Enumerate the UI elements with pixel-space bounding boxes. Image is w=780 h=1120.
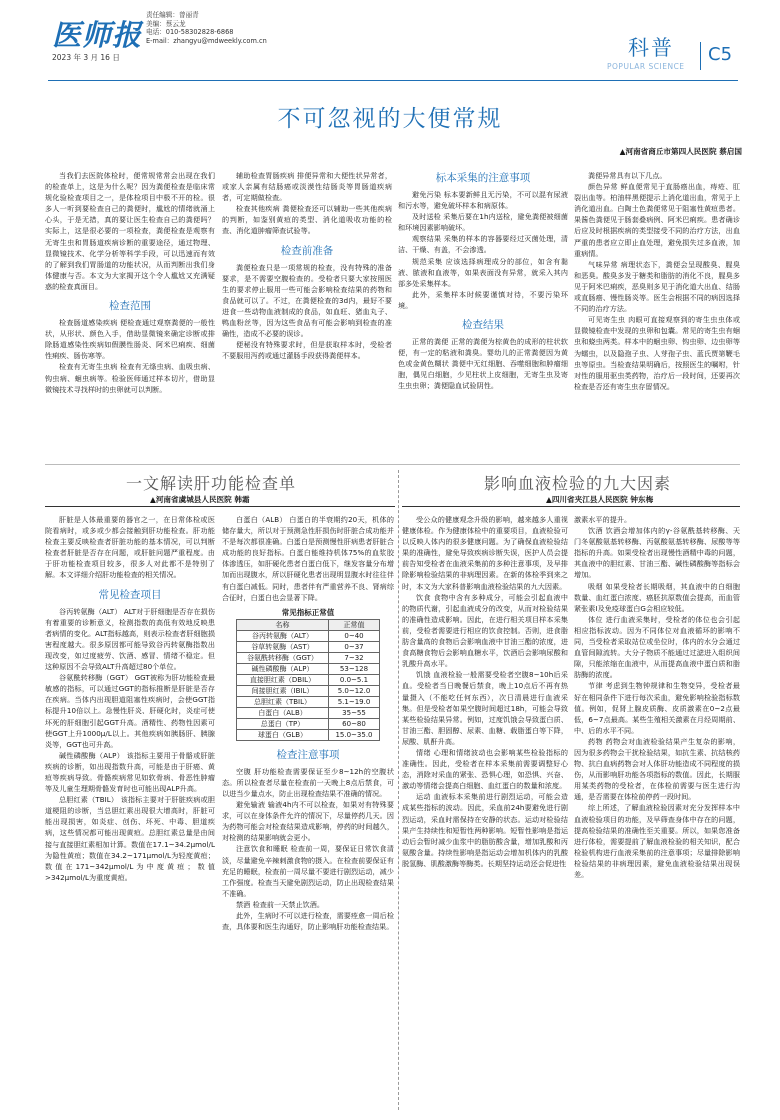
paragraph: 情绪 心理和情绪波动也会影响某些检验指标的准确性。因此，受检者在样本采集前需要调整好心态，消除对采血的紧张、恐惧心理，如恐惧、兴奋、激动等情绪会提高白细胞、血红蛋白的数量和浓度。 [402,747,568,791]
paragraph: 饮酒 饮酒会增加体内的γ-谷氨酰基转移酶、天门冬氨酸氨基转移酶、丙氨酸氨基转移酶、尿酸等等指标的升高。如果受检者出现慢性酒精中毒的问题，其血液中的胆红素、甘油三酯、碱性磷酸酶等指标会增加。 [574,526,740,580]
header-name: 名称 [237,619,329,630]
paragraph: 粪便异常具有以下几点。 [588,171,667,180]
normal-values-table [236,607,380,741]
masthead-rule [48,80,738,81]
paragraph: 饥饿 血液检验一般需要受检者空腹8~10h后采血。受检者当日晚餐后禁食，晚上10点后不再有热量摄入（不能吃任何东西），次日清晨进行血液采集。但是受检者如果空腹时间超过18h，可能会导致某些检验结果异常。例如，过度饥饿会导致蛋白质、甘油三酯、胆固醇、尿素、血糖、载脂蛋白等下降，尿酸、肌酐升高。 [402,670,568,746]
paragraph: 综上所述，了解血液检验因素对充分发挥样本中血液检验项目的功能，及早筛查身体中存在的问题，提高检验结果的准确性至关重要。所以，如果您准备进行体检，需要提前了解血液检验的相关知识，配合检验机构进行血液采集前的注意事项；尽量排除影响检验结果的非病理因素，避免血液检验结果出现误差。 [574,803,740,879]
heading-scope: 检查范围 [109,300,151,313]
paragraph: 体位 进行血液采集时，受检者的体位也会引起相应指标波动。因为不同体位对血液循环的影响不同，当受检者采取站位或坐位时，体内的水分会通过血管间隙流转。大分子物质不能通过过滤进入组织间隙，只能浓缩在血液中，从而提高血液中蛋白质和脂肪酶的浓度。 [574,614,740,680]
article3-col1 [402,514,568,869]
article2-col1 [45,514,215,883]
cell-value: 7~32 [329,652,380,663]
article1-intro: 当我们去医院体检时，便常规常常会出现在我们的检查单上，这是为什么呢？因为粪便检查是临床常规化验检查项目之一，是体检项目中极不开的检。很多人一听到要检查自己的粪便时，尴尬的情绪就涌上心头，于是无措，真的要让医生检查自己的粪便吗？实际上，这是很必要的一项检查，粪便检查是观察有无寄生虫和胃肠道疾病诊断的重要途径，通过物理、显微镜技术、化学分析等科学手段，可以迅速而有效的了解到我们胃肠道的功能状况，从而判断出我们身体健康与否。本文为大家揭开这个令人尴尬又充满疑惑的检查真面目。 [45,171,215,291]
article1-col3 [398,170,568,392]
paragraph: 空腹 肝功能检查需要保证至少8~12h的空腹状态。所以检查者尽量在检查前一天晚上8点后禁食，可以进当少量点水，防止出现检查结果不准确的情况。 [222,766,394,798]
header-value: 正常值 [329,619,380,630]
table [236,619,380,741]
paragraph: 粪便检查只是一项常规的检查，没有特殊的准备要求，是不需要空腹检查的。受检者只要大家按照医生的要求停止服用一些可能会影响检查结果的药物和食品就可以了。不过，在粪便检查的3d内，最好不要进食一些动物血液制成的食品，如血旺、猪血丸子、鸭血粉丝等，因为这些食品有可能会影响到检查的准确性，造成不必要的误诊。 [222,262,392,339]
paragraph: 激素水平的提升。 [574,515,632,524]
cell-value: 5.0~12.0 [329,685,380,696]
cell-name: 谷草转氨酶（AST） [237,641,329,652]
article2-title: 一文解读肝功能检查单 [126,474,297,493]
table-row [237,652,380,663]
section-name: 科普 [628,36,674,60]
cell-value: 0~40 [329,630,380,641]
paragraph: 检查有无寄生虫病 检查有无绦虫病、血吸虫病、钩虫病、蛔虫病等。检验医师通过样本切片，借助显微镜技术寻找样时的虫卵就可以判断。 [45,362,215,394]
paragraph: 检查肠道感染疾病 便检查通过观察粪便的一般性状，从形状、颜色入手，借助显微镜来确定诊断或排除肠道感染性疾病如假膜性肠炎、阿米巴痢疾、细菌性痢疾、肠伤寒等。 [45,318,215,361]
article2-col2 [222,514,394,932]
table-caption: 常见指标正常值 [281,607,335,617]
table-row [237,729,380,740]
issue-date: 2023 年 3 月 16 日 [52,53,120,62]
table-header-row [237,619,380,630]
table-row [237,663,380,674]
paragraph: 检查其他疾病 粪便检查还可以辅助一些其他疾病的判断，如鉴别黄疸的类型、消化道吸收功能的检查、消化道肿瘤筛查试验等。 [222,204,392,236]
cell-value: 60~80 [329,718,380,729]
paragraph: 总胆红素（TBIL） 该指标主要对于肝脏疾病或胆道梗阻的诊断，当总胆红素出现很大增高时，肝脏可能出现损害，如炎症、创伤、坏死、中毒、胆道疾病，这些情况都可能出现黄疸。总胆红素总量是由间接与直接胆红素相加计算。数值在17.1~34.2μmol/L为隐性黄疸；数值在34.2~171μmol/L为轻度黄疸；数值在171~342μmol/L为中度黄疸；数值>342μmol/L为重度黄疸。 [45,795,215,882]
paragraph: 碱性磷酸酶（ALP） 该指标主要用于骨骼或肝脏疾病的诊断，如出现指数升高，可能是由于肝癌、黄疸等疾病导致。骨骼疾病常见如软骨病、骨恶性肿瘤等及儿童生理期骨骼发育时也可能出现ALP升高。 [45,750,215,794]
paragraph: 饮食 食物中含有多种成分，可能会引起血液中的物质代谢，引起血液成分的改变，从而对检验结果的准确性造成影响。因此，在进行相关项目样本采集前，受检者需要进行相应的饮食控制。否则，进食脂肪含量高的食物后会影响血液中甘油三酯的浓度，进食高糖食物后会影响血糖水平，饮酒后会影响尿酸和乳酸升高水平。 [402,592,568,669]
paragraph: 受公众的健康观念升级的影响，越来越多人重视健康体检。作为健康体检中的重要项目，血液检验可以反映人体内的很多健康问题。为了确保血液检验结果的准确性，避免导致疾病诊断失误，医护人员会提前告知受检者在血液采集前的多种注意事项，及早排除影响检验结果的非病理因素。在新的体检季到来之时，本文为大家科普影响血液检验结果的九大因素。 [402,515,568,591]
cell-name: 球蛋白（GLB） [237,729,329,740]
paragraph: 白蛋白（ALB） 白蛋白的半衰期约20天，机体的储存量大，所以对于预测急性肝损伤时肝脏合成功能并不是每次都很准确。白蛋白是预测慢性肝病患者肝脏合成功能的良好指标。白蛋白能维持机体75%的血浆胶体渗透压，如肝硬化患者白蛋白低下，继发容量分布增加而出现腹水，所以肝硬化患者出现明显腹水时往往伴有白蛋白减低。同时，患者伴有严重营养不良、肾病综合征时，白蛋白也会显著下降。 [222,515,394,602]
phone-credit: 电话：010-58302828-6868 [146,28,234,37]
heading-prep: 检查前准备 [280,244,334,257]
paragraph: 节律 考虑到生物钟规律和生物变异，受检者最好在相同条件下进行每次采血，避免影响检验指标数值。例如，促肾上腺皮质酶、皮质激素在0~2点最低，6~7点最高。某些生殖相关激素在月经周期前、中、后的水平不同。 [574,681,740,735]
heading-result: 检查结果 [462,319,504,332]
newspaper-logo: 医师报 [52,18,143,52]
cell-name: 总胆红素（TBIL） [237,696,329,707]
cell-name: 白蛋白（ALB） [237,707,329,718]
paragraph: 可见寄生虫 肉眼可直接观察到的寄生虫虫体或显微镜检查中发现的虫卵和包囊。常见的寄生虫有蛔虫和蛲虫两类。样本中的蛔虫卵、钩虫卵、边虫卵等为蠕虫，以及隐孢子虫、人芽孢子虫、蓝氏贾第鞭毛虫等原虫。当检查结果明确后，按照医生的嘱咐，针对性的服用驱虫类药物，治疗后一段时间，还要再次检查是否还有寄生虫存留情况。 [574,315,740,391]
article1-col1 [45,170,215,395]
table-row [237,696,380,707]
paragraph: 肝脏是人体最重要的器官之一，在日常体检或医院看病时，或多或少都会接触到肝功能检查。肝功能检查主要反映检查者肝脏功能的基本情况，可以判断检查者肝脏是否存在问题，或肝脏问题严重程度。由于肝功能检查项目较多，很多人对此都不是特别了解。本文详细介绍肝功能检查的相关情况。 [45,515,215,580]
cell-name: 间接胆红素（IBIL） [237,685,329,696]
cell-name: 总蛋白（TP） [237,718,329,729]
cell-value: 0.0~5.1 [329,674,380,685]
table-row [237,685,380,696]
paragraph: 颜色异常 鲜血便常见于直肠癌出血，痔疮、肛裂出血等。柏油样黑便提示上消化道出血，常见于上消化道出血。白陶土色粪便常见于阻塞性黄疸患者。果酱色粪便见于肠套叠病例、阿米巴痢疾。患者确诊后应及时根据疾病的类型接受不同的治疗方法，出血严重的患者应立即止血处理，避免损失过多血液，加重病情。 [574,182,740,258]
designer-credit: 美编：蔡云龙 [146,19,186,28]
cell-name: 碱性磷酸酶（ALP） [237,663,329,674]
section-name-en: POPULAR SCIENCE [607,62,685,71]
cell-value: 15.0~35.0 [329,729,380,740]
column-divider [398,470,399,1110]
article1-col4 [574,170,740,392]
masthead [0,0,780,84]
heading-items: 常见检查项目 [98,588,162,601]
paragraph: 避免污染 标本要新鲜且无污染，不可以混有尿液和污水等，避免破坏样本和病原体。 [398,190,568,211]
cell-value: 0~37 [329,641,380,652]
paragraph: 正常的粪便 正常的粪便为棕黄色的成形的柱状软便，有一定的粘液和粪臭。婴幼儿的正常粪便因为黄色或金黄色糊状 粪便中无红细胞、吞噬细胞和肿瘤细胞，偶见白细胞，少见柱状上皮细胞，无寄生虫及寄生虫虫卵；粪便隐血试验阴性。 [398,337,568,391]
paragraph: 规范采集 应该选择病理成分的部位，如含有黏液、脓液和血液等，如果表面没有异常，就采入其内部多处采集样本。 [398,256,568,288]
article3-col2 [574,514,740,880]
paragraph: 此外，采集样本时候要谨慎对待，不要污染环境。 [398,289,568,310]
article2-byline: ▲河南省虞城县人民医院 韩霜 [150,495,250,504]
email-credit: E-mail：zhangyu@mdweekly.com.cn [146,36,267,45]
cell-name: 谷氨酰转移酶（GGT） [237,652,329,663]
article1-col2 [222,170,392,361]
paragraph: 此外，生病时不可以进行检查，需要痊愈一周后检查，具体要和医生沟通好，防止影响肝功能检查结果。 [222,910,394,932]
cell-value: 53~128 [329,663,380,674]
article3-byline: ▲四川省夹江县人民医院 钟东梅 [546,495,654,504]
article3-title: 影响血液检验的九大因素 [484,474,672,493]
paragraph: 谷氨酰转移酶（GGT） GGT被称为肝功能检查最敏感的指标，可以通过GGT的指标推断是肝脏是否存在疾病。当体内出现胆道阻塞性疾病时，会使GGT指标提升10倍以上。急慢性肝炎、肝硬化时，炎症可使坏死的肝细胞引起GGT升高。酒精性、药物性因素可使GGT上升1000μ/L以上。其他疾病如胰肠肝、胰腺炎等，GGT也可升高。 [45,673,215,749]
cell-name: 谷丙转氨酶（ALT） [237,630,329,641]
paragraph: 气味异常 病理状态下，粪便会呈现酸臭、腥臭和恶臭。酸臭多发于糖类和脂肪的消化不良，腥臭多见于阿米巴痢疾，恶臭则多见于消化道大出血、结肠或直肠癌、慢性肠炎等。医生会根据不同的病因选择不同的治疗方法。 [574,259,740,314]
paragraph: 禁酒 检查前一天禁止饮酒。 [236,899,325,909]
heading-sample: 标本采集的注意事项 [435,172,531,184]
paragraph: 谷丙转氨酶（ALT） ALT对于肝细胞是否存在损伤有着重要的诊断意义，检测指数的高低有效地反映患者病情的变化。ALT指标越高，则表示检查者肝细胞损害程度越大。很多原因都可能导致谷丙转氨酶指数出现改变，如过度疲劳、饮酒、感冒、情绪不稳定。但这种原因不会导致ALT升高超过80个单位。 [45,606,215,672]
article-divider [45,464,740,465]
paragraph: 辅助检查胃肠疾病 排便异常和大便性状异常者，或家人亲属有结肠癌或淡漠性结肠炎等胃肠道疾病者，可定期做检查。 [222,171,392,203]
article1-byline: ▲河南省商丘市第四人民医院 蔡启国 [619,147,742,156]
masthead-credits [146,11,267,45]
paragraph: 运动 血液标本采集前进行剧烈运动，可能会造成某些指标的波动。因此，采血前24h要避免进行剧烈运动，采血时需保持在安静的状态。运动对检验结果产生持续性和短暂性两种影响。短暂性影响是指运动后会暂时减少血浆中的脂肪酸含量，增加乳酸和丙氨酸含量。持续性影响是指运动会增加机体内的乳酸脱氢酶、肌酸激酶等酶类。长期坚持运动还会促进性 [402,792,568,868]
cell-value: 35~55 [329,707,380,718]
page-divider-v [700,42,701,70]
page-number: C5 [708,44,733,65]
table-row [237,641,380,652]
article3-rule [402,506,740,507]
paragraph: 及时送检 采集后要在1h内送检，避免粪便被细菌和环境因素影响破坏。 [398,212,568,233]
table-row [237,674,380,685]
article2-rule [45,506,395,507]
cell-name: 直接胆红素（DBIL） [237,674,329,685]
paragraph: 吸烟 如果受检者长期吸烟，其血液中的白细胞数量、血红蛋白浓度、癌胚抗原数值会提高，而血管紧张素Ⅰ及免疫球蛋白G会相应较低。 [574,581,740,613]
table-row [237,718,380,729]
paragraph: 观察结果 采集的样本的容器要经过灭菌处理，清洁、干燥、有盖，不会渗透。 [398,234,568,255]
paragraph: 药物 药物会对血液检验结果产生复杂的影响，因为很多药物会干扰检验结果，如抗生素、抗结核药物、抗白血病药物会对人体肝功能造成不同程度的损伤，从而影响肝功能各项指标的数值。因此，长期服用某类药物的受检者，在体检前需要与医生进行沟通，是否需要在体检前停药一段时间。 [574,736,740,802]
paragraph: 注意饮食和睡眠 检查前一周，要保证日常饮食清淡，尽量避免辛辣刺激食物的摄入。在检查前要保证有充足的睡眠，检查前一周尽量不要进行剧烈运动，减少工作强度。检查当天避免剧烈运动，防止出现检查结果不准确。 [222,844,394,898]
cell-value: 5.1~19.0 [329,696,380,707]
article1-title: 不可忽视的大便常规 [277,106,503,132]
heading-notes: 检查注意事项 [276,748,340,761]
table-row [237,630,380,641]
table-row [237,707,380,718]
paragraph: 避免输液 输液4h内不可以检查，如果对有特殊要求，可以在身体条件允许的情况下，尽量停药几天。因为药物可能会对检查结果造成影响，停药的时间越久，对检测的结果影响就会更小。 [222,800,394,843]
editor-credit: 责任编辑：曾丽青 [146,11,199,19]
paragraph: 便秘没有特殊要求时，但是获取样本时，受检者不要服用泻药或通过灌肠手段获得粪便样本。 [222,340,392,361]
